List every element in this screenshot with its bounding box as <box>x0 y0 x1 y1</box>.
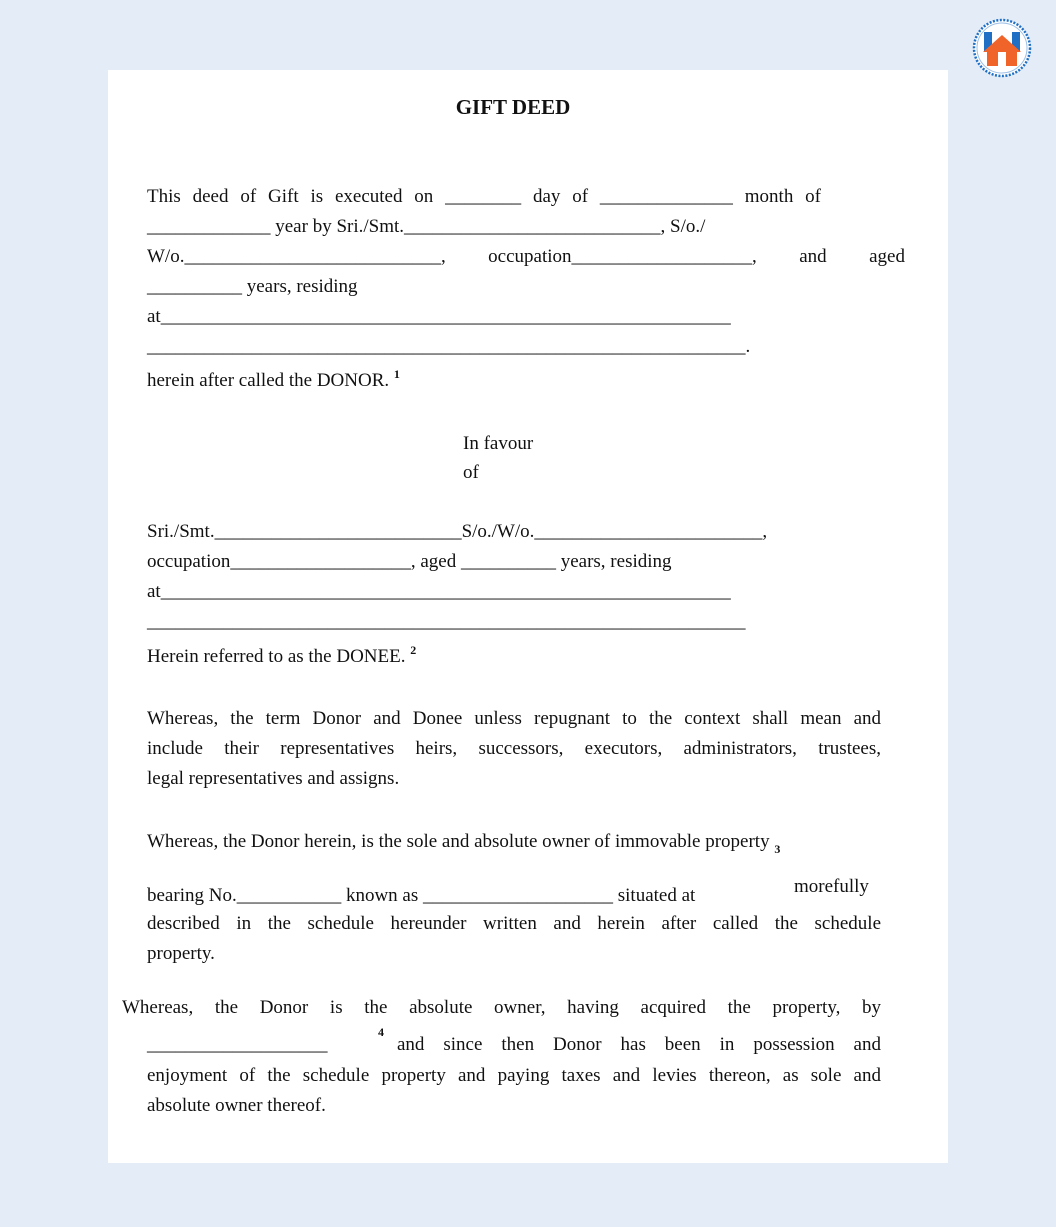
para2-line-4: property. <box>147 943 215 964</box>
para3-line-1: Whereas, the Donor is the absolute owner, having acquired the property, by <box>122 997 881 1018</box>
para1-line-2: include their representatives heirs, successors, executors, administrators, trustees, <box>147 738 881 759</box>
donor-line-6: _______________________________________________________________. <box>147 336 751 357</box>
para2-line-1 <box>147 831 781 856</box>
para3-line-4: absolute owner thereof. <box>147 1095 326 1116</box>
house-logo-icon <box>972 18 1032 78</box>
donor-line-1: This deed of Gift is executed on ________ day of ______________ month of <box>147 186 821 207</box>
footnote-4-wrap <box>378 1025 384 1050</box>
donor-called <box>147 367 400 392</box>
donor-line-4: __________ years, residing <box>147 276 358 297</box>
donee-line-3: at____________________________________________________________ <box>147 581 731 602</box>
footnote-3: 3 <box>774 842 781 856</box>
donee-line-4: _______________________________________________________________ <box>147 611 746 632</box>
para1-line-1: Whereas, the term Donor and Donee unless repugnant to the context shall mean and <box>147 708 881 729</box>
donor-line-5: at____________________________________________________________ <box>147 306 731 327</box>
donee-line-1: Sri./Smt.__________________________S/o./W/o.________________________, <box>147 521 768 542</box>
donee-line-2: occupation___________________, aged __________ years, residing <box>147 551 672 572</box>
donor-line-3: W/o.___________________________, occupation___________________, and aged <box>147 246 905 267</box>
document-page <box>108 70 948 1163</box>
donor-line-2: _____________ year by Sri./Smt.___________________________, S/o./ <box>147 216 706 237</box>
para2-line-1-text: Whereas, the Donor herein, is the sole and absolute owner of immovable property <box>147 831 770 852</box>
in-favour-line-2: of <box>463 462 479 483</box>
document-title: GIFT DEED <box>455 95 571 119</box>
donee-called <box>147 643 417 668</box>
footnote-4: 4 <box>378 1025 384 1039</box>
para3-line-3: enjoyment of the schedule property and paying taxes and levies thereon, as sole and <box>147 1065 881 1086</box>
para3-line-2a: ___________________ <box>147 1034 328 1055</box>
in-favour-line-1: In favour <box>463 433 534 454</box>
footnote-1: 1 <box>393 367 400 381</box>
para2-line-2: bearing No.___________ known as ____________________ situated at <box>147 885 696 906</box>
para2-line-3: described in the schedule hereunder written and herein after called the schedule <box>147 913 881 934</box>
para3-line-2b: and since then Donor has been in possession and <box>397 1034 881 1055</box>
footnote-2: 2 <box>410 643 417 657</box>
donor-called-text: herein after called the DONOR. <box>147 370 390 391</box>
donee-called-text: Herein referred to as the DONEE. <box>147 646 406 667</box>
morefully-text: morefully <box>794 876 869 897</box>
para1-line-3: legal representatives and assigns. <box>147 768 400 789</box>
